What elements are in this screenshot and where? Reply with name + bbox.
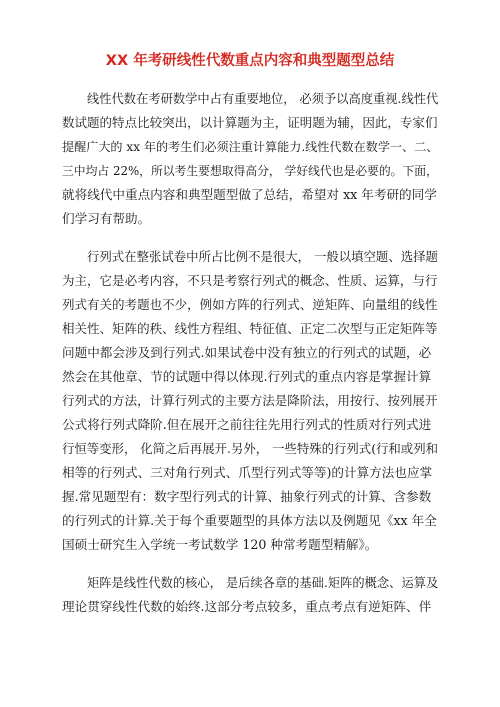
paragraph-intro (62, 87, 438, 231)
text-line: 相等的行列式、三对角行列式、爪型行列式等等)的计算方法也应掌 (62, 465, 433, 480)
text-line: 行列式的方法，计算行列式的主要方法是降阶法，用按行、按列展开 (62, 393, 438, 408)
text-line: 为主，它是必考内容，不只是考察行列式的概念、性质、运算，与行 (62, 273, 438, 288)
paragraph-determinants (62, 245, 438, 557)
text-line: 握.常见题型有：数字型行列式的计算、抽象行列式的计算、含参数 (62, 489, 432, 504)
text-line: 就将线代中重点内容和典型题型做了总结，希望对 xx 年考研的同学 (62, 187, 437, 202)
paragraph-matrices (62, 571, 438, 619)
text-line: 行列式在整张试卷中所占比例不是很大， 一般以填空题、选择题 (87, 249, 438, 264)
text-line: 矩阵是线性代数的核心， 是后续各章的基础.矩阵的概念、运算及 (87, 576, 439, 590)
text-line: 然会在其他章、节的试题中得以体现.行列式的重点内容是掌握计算 (62, 369, 432, 384)
text-line: 线性代数在考研数学中占有重要地位， 必须予以高度重视.线性代 (87, 92, 439, 106)
document-body (62, 87, 438, 633)
text-line: 列式有关的考题也不少，例如方阵的行列式、逆矩阵、向量组的线性 (62, 297, 438, 312)
text-line: 理论贯穿线性代数的始终.这部分考点较多，重点考点有逆矩阵、伴 (62, 599, 432, 614)
text-line: 问题中都会涉及到行列式.如果试卷中没有独立的行列式的试题，必 (62, 345, 432, 360)
text-line: 数试题的特点比较突出，以计算题为主，证明题为辅，因此，专家们 (62, 115, 438, 130)
text-line: 公式将行列式降阶.但在展开之前往往先用行列式的性质对行列式进 (62, 417, 432, 432)
text-line: 的行列式的计算.关于每个重要题型的具体方法以及例题见《xx 年全 (62, 513, 437, 528)
document-title: XX 年考研线性代数重点内容和典型题型总结 (105, 53, 395, 69)
text-line: 行恒等变形， 化简之后再展开.另外， 一些特殊的行列式(行和或列和 (62, 441, 438, 456)
text-line: 们学习有帮助。 (62, 211, 151, 226)
text-line: 三中均占 22%，所以考生要想取得高分， 学好线代也是必要的。下面， (62, 164, 438, 178)
text-line: 提醒广大的 xx 年的考生们必须注重计算能力.线性代数在数学一、二、 (62, 140, 439, 154)
text-line: 相关性、矩阵的秩、线性方程组、特征值、正定二次型与正定矩阵等 (62, 321, 438, 336)
text-line: 国硕士研究生入学统一考试数学 120 种常考题型精解》。 (62, 537, 378, 552)
